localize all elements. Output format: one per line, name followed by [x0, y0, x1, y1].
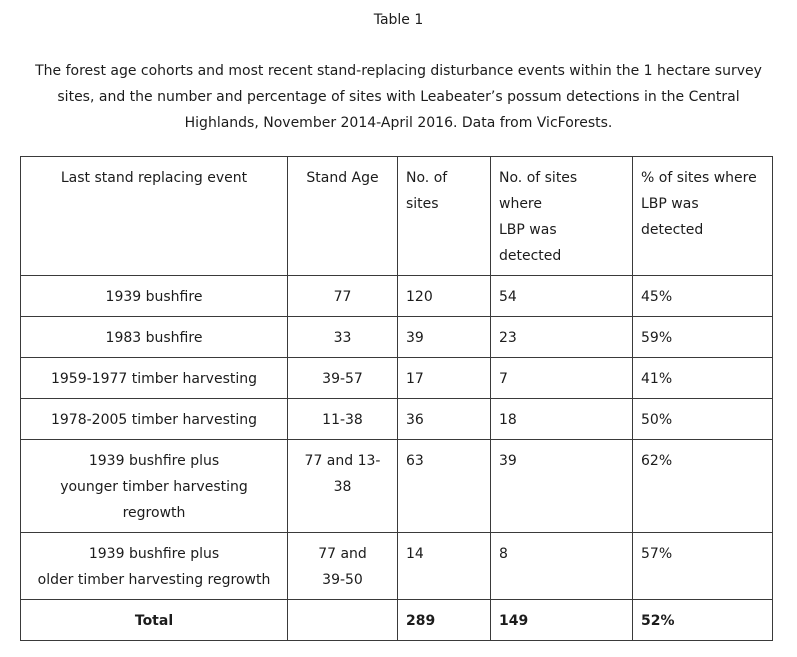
cell-lbp-percent: 62% [633, 440, 773, 533]
cell-stand-age: 77 and 13-38 [288, 440, 398, 533]
cell-lbp-percent: 41% [633, 358, 773, 399]
table-caption: The forest age cohorts and most recent stand-replacing disturbance events within the 1 hectare survey sites, and the number and percentage of sites with Leabeater’s possum detections in the Central Highlands, November 2014-April 2016. Data from VicForests. [35, 63, 762, 131]
cell-no-sites: 39 [398, 317, 491, 358]
table-row [21, 440, 773, 533]
table-row [21, 317, 773, 358]
cell-event: 1939 bushfire plus younger timber harvesting regrowth [21, 440, 288, 533]
total-row [21, 600, 773, 641]
header-no-of-sites: No. of sites [398, 157, 491, 276]
table-row [21, 533, 773, 600]
cell-event: 1939 bushfire [21, 276, 288, 317]
cell-event: 1939 bushfire plus older timber harvesting regrowth [21, 533, 288, 600]
cell-event: 1983 bushfire [21, 317, 288, 358]
cell-no-sites: 120 [398, 276, 491, 317]
table-row [21, 358, 773, 399]
cell-stand-age: 39-57 [288, 358, 398, 399]
cell-lbp-sites: 54 [491, 276, 633, 317]
table-row [21, 276, 773, 317]
cell-lbp-percent: 45% [633, 276, 773, 317]
cell-lbp-sites: 39 [491, 440, 633, 533]
total-stand-age [288, 600, 398, 641]
cell-lbp-sites: 7 [491, 358, 633, 399]
total-lbp-sites: 149 [491, 600, 633, 641]
table-row [21, 399, 773, 440]
total-no-sites: 289 [398, 600, 491, 641]
total-label: Total [21, 600, 288, 641]
header-percent-sites-lbp: % of sites where LBP was detected [633, 157, 773, 276]
cell-lbp-sites: 8 [491, 533, 633, 600]
cell-event: 1978-2005 timber harvesting [21, 399, 288, 440]
total-lbp-percent: 52% [633, 600, 773, 641]
cell-no-sites: 14 [398, 533, 491, 600]
data-table [20, 156, 773, 641]
cell-stand-age: 33 [288, 317, 398, 358]
header-stand-age: Stand Age [288, 157, 398, 276]
cell-lbp-percent: 59% [633, 317, 773, 358]
cell-no-sites: 63 [398, 440, 491, 533]
header-last-stand-event: Last stand replacing event [21, 157, 288, 276]
cell-no-sites: 36 [398, 399, 491, 440]
cell-lbp-percent: 50% [633, 399, 773, 440]
cell-lbp-sites: 18 [491, 399, 633, 440]
cell-lbp-percent: 57% [633, 533, 773, 600]
header-row [21, 157, 773, 276]
header-sites-lbp-detected: No. of sites where LBP was detected [491, 157, 633, 276]
cell-lbp-sites: 23 [491, 317, 633, 358]
cell-stand-age: 77 and 39-50 [288, 533, 398, 600]
cell-event: 1959-1977 timber harvesting [21, 358, 288, 399]
cell-no-sites: 17 [398, 358, 491, 399]
table-title: Table 1 [373, 12, 424, 28]
cell-stand-age: 77 [288, 276, 398, 317]
cell-stand-age: 11-38 [288, 399, 398, 440]
